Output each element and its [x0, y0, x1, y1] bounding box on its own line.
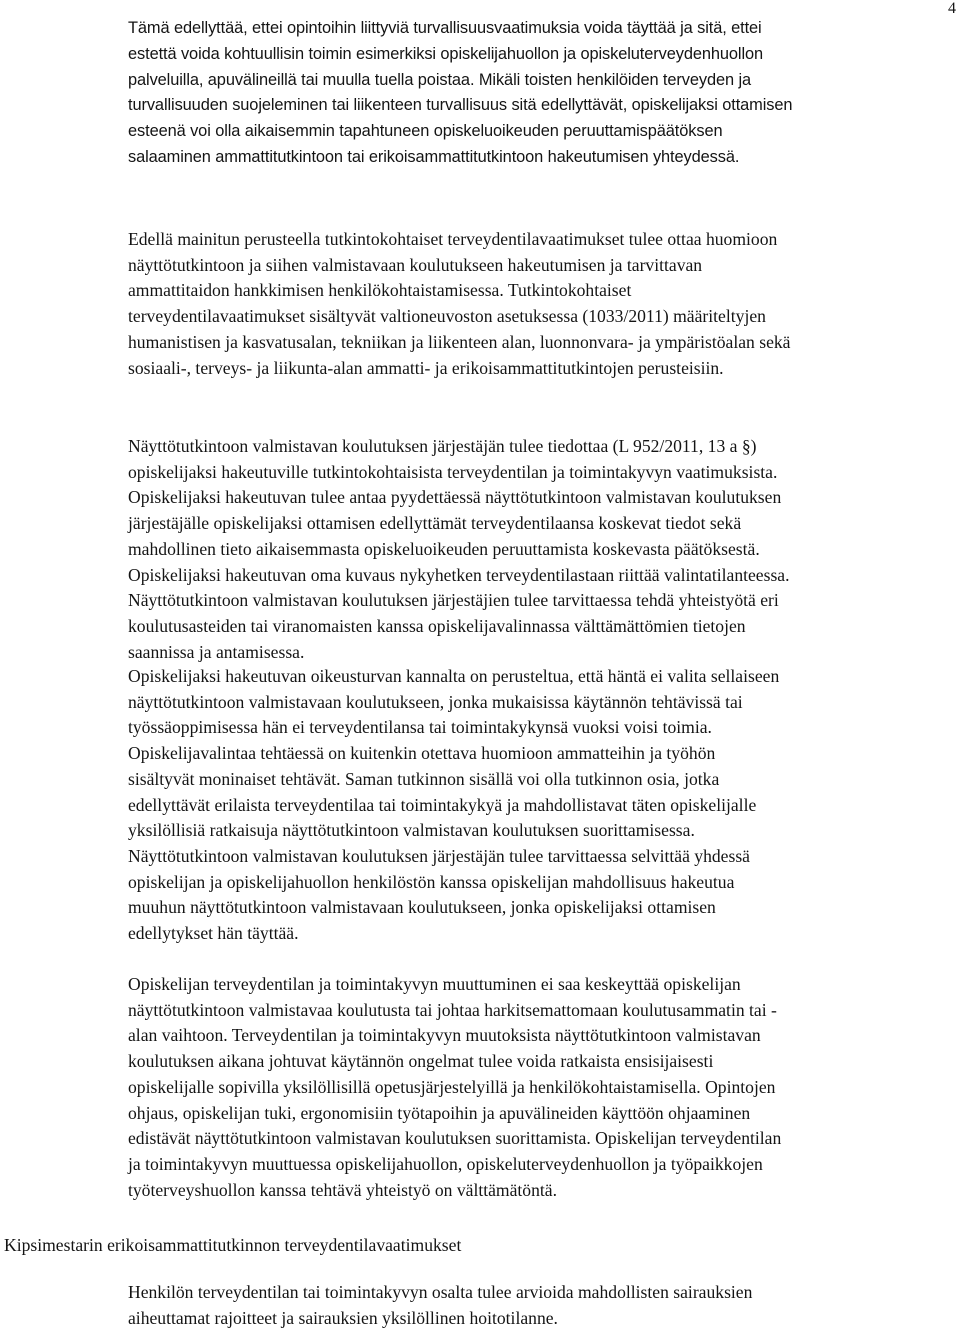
page-number: 4 — [948, 0, 956, 17]
paragraph-applicant-legal-protection: Opiskelijaksi hakeutuvan oikeusturvan kannalta on perusteltua, että häntä ei valita sellaiseen näyttötutkintoon valmistavaan koulutukseen, jonka mukaisissa käytännön tehtävissä tai työssäoppimisessa hän ei terveydentilansa tai toimintakykynsä vuoksi voisi toimia. Opiskelijavalintaa tehtäessä on kuitenkin otettava huomioon ammatteihin ja työhön sisältyvät moninaiset tehtävät. Saman tutkinnon sisällä voi olla tutkinnon osia, jotka edellyttävät erilaista terveydentilaa tai toimintakykyä ja mahdollistavat täten opiskelijalle yksilöllisiä ratkaisuja näyttötutkintoon valmistavan koulutuksen suorittamisessa. Näyttötutkintoon valmistavan koulutuksen järjestäjän tulee tarvittaessa selvittää yhdessä opiskelijan ja opiskelijahuollon henkilöstön kanssa opiskelijan mahdollisuus hakeutua muuhun näyttötutkintoon valmistavaan koulutukseen, jonka opiskelijaksi ottamisen edellytykset hän täyttää. — [128, 666, 780, 944]
paragraph-safety-requirements: Tämä edellyttää, ettei opintoihin liittyviä turvallisuusvaatimuksia voida täyttää ja sitä, ettei estettä voida kohtuullisin toimin esimerkiksi opiskelijahuollon ja opiskeluterveydenhuollon palveluilla, apuvälineillä tai muulla tuella poistaa. Mikäli toisten henkilöiden terveyden ja turvallisuuden suojeleminen tai liikenteen turvallisuus sitä edellyttävät, opiskelijaksi ottamisen esteenä voi olla aikaisemmin tapahtuneen opiskeluoikeuden peruuttamispäätöksen salaaminen ammattitutkintoon tai erikoisammattitutkintoon hakeutumisen yhteydessä. — [128, 19, 793, 166]
paragraph-provider-information-duty: Näyttötutkintoon valmistavan koulutuksen järjestäjän tulee tiedottaa (L 952/2011, 13 a §) opiskelijaksi hakeutuville tutkintokohtaisista terveydentilan ja toimintakyvyn vaatimuksista. Opiskelijaksi hakeutuvan tulee antaa pyydettäessä näyttötutkintoon valmistavan koulutuksen järjestäjälle opiskelijaksi ottamisen edellyttämät terveydentilaansa koskevat tiedot sekä mahdollinen tieto aikaisemmasta opiskeluoikeuden peruuttamista koskevasta päätöksestä. Opiskelijaksi hakeutuvan oma kuvaus nykyhetken terveydentilastaan riittää valintatilanteessa. Näyttötutkintoon valmistavan koulutuksen järjestäjien tulee tarvittaessa tehdä yhteistyötä eri koulutusasteiden tai viranomaisten kanssa opiskelijavalinnassa välttämättömien tietojen saannissa ja antamisessa. — [128, 436, 790, 662]
paragraph-health-change-during-study: Opiskelijan terveydentilan ja toimintakyvyn muuttuminen ei saa keskeyttää opiskelijan näyttötutkintoon valmistavaa koulutusta tai johtaa harkitsemattomaan koulutusammatin tai - alan vaihtoon. Terveydentilan ja toimintakyvyn muutoksista näyttötutkintoon valmistavan koulutuksen aikana johtuvat käytännön ongelmat tulee voida ratkaista ensisijaisesti opiskelijalle sopivilla yksilöllisillä opetusjärjestelyillä ja henkilökohtaistamisella. Opintojen ohjaus, opiskelijan tuki, ergonomisiin työtapoihin ja apuvälineiden käyttöön ohjaaminen edistävät näyttötutkintoon valmistavan koulutuksen suorittamista. Opiskelijan terveydentilan ja toimintakyvyn muuttuessa opiskelijahuollon, opiskeluterveydenhuollon ja työpaikkojen työterveyshuollon kanssa tehtävä yhteistyö on välttämätöntä. — [128, 974, 782, 1200]
paragraph-health-assessment: Henkilön terveydentilan tai toimintakyvyn osalta tulee arvioida mahdollisten sairauksien aiheuttamat rajoitteet ja sairauksien yksilöllinen hoitotilanne. — [128, 1282, 753, 1328]
section-heading: Kipsimestarin erikoisammattitutkinnon terveydentilavaatimukset — [4, 1235, 462, 1255]
paragraph-degree-health-requirements: Edellä mainitun perusteella tutkintokohtaiset terveydentilavaatimukset tulee ottaa huomioon näyttötutkintoon ja siihen valmistavaan koulutukseen hakeutumisen ja tarvittavan ammattitaidon hankkimisen henkilökohtaistamisessa. Tutkintokohtaiset terveydentilavaatimukset sisältyvät valtioneuvoston asetuksessa (1033/2011) määriteltyjen humanistisen ja kasvatusalan, tekniikan ja liikenteen alan, luonnonvara- ja ympäristöalan sekä sosiaali-, terveys- ja liikunta-alan ammatti- ja erikoisammattitutkintojen perusteisiin. — [128, 229, 791, 378]
